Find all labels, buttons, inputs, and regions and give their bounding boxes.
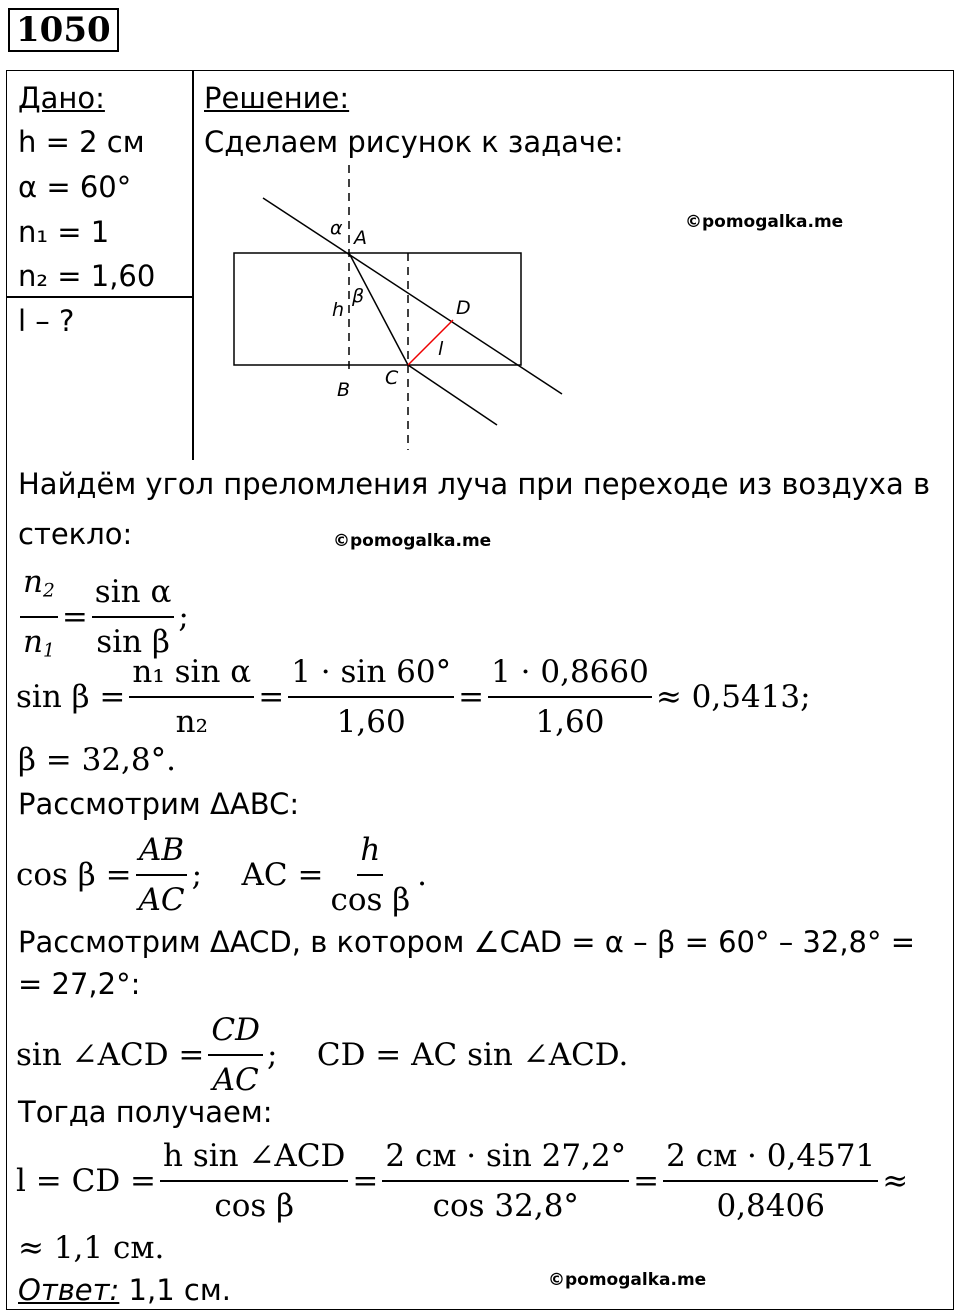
answer bbox=[18, 1272, 231, 1308]
text-then: Тогда получаем: bbox=[18, 1095, 273, 1129]
given-n2: n₂ = 1,60 bbox=[18, 259, 156, 293]
label-beta: β bbox=[352, 285, 365, 307]
find-divider bbox=[6, 296, 193, 298]
text-acd-2: = 27,2°: bbox=[18, 967, 141, 1001]
watermark-3: ©pomogalka.me bbox=[548, 1270, 707, 1290]
exit-ray bbox=[408, 365, 497, 425]
text-refraction-1: Найдём угол преломления луча при переходе из воздуха в bbox=[18, 467, 931, 501]
text-abc: Рассмотрим ΔABC: bbox=[18, 787, 300, 821]
eq-sin-beta: sin β = $\frac{\text{n₁ sin α}}{\text{n₂}}$ = $\frac{1 \cdot \sin 60^\circ}{1,60}$ = $\frac{1 \cdot 0,8660}{1,60}$ ≈ 0,5413; bbox=[16, 648, 811, 746]
given-alpha: α = 60° bbox=[18, 170, 132, 204]
watermark-2: ©pomogalka.me bbox=[333, 531, 492, 551]
given-divider bbox=[192, 70, 194, 460]
text-acd-1: Рассмотрим ΔACD, в котором ∠CAD = α – β = 60° – 32,8° = bbox=[18, 925, 916, 959]
label-l: l bbox=[438, 338, 444, 360]
text-refraction-2: стекло: bbox=[18, 517, 133, 551]
eq-snell: $\frac{n_2}{n_1}$ = $\frac{\text{sin α}}{\text{sin β}}$ ; bbox=[16, 558, 189, 675]
label-h: h bbox=[332, 299, 345, 321]
label-d: D bbox=[456, 297, 471, 319]
given-h: h = 2 см bbox=[18, 125, 145, 159]
label-b: B bbox=[337, 379, 351, 401]
segment-cd bbox=[408, 320, 453, 365]
answer-label: Ответ: bbox=[18, 1273, 120, 1307]
watermark-1: ©pomogalka.me bbox=[685, 212, 844, 232]
eq-cos-beta: cos β = $\frac{AB}{AC}$ ; AC = $\frac{h}{\text{cos β}}$ . bbox=[16, 826, 427, 924]
problem-number: 1050 bbox=[8, 8, 119, 52]
solution-heading: Решение: bbox=[204, 81, 350, 115]
eq-approx: ≈ 1,1 см. bbox=[18, 1230, 165, 1266]
label-a: A bbox=[354, 227, 367, 249]
eq-beta: β = 32,8°. bbox=[18, 742, 176, 778]
refracted-ray bbox=[349, 253, 408, 365]
refraction-figure bbox=[200, 160, 580, 460]
glass-plate bbox=[234, 253, 521, 365]
given-heading: Дано: bbox=[18, 81, 105, 115]
eq-l-result: l = CD = $\frac{\text{h sin ∠ACD}}{\text{cos β}}$ = $\frac{2 см \cdot \sin 27,2^\circ}{\cos 32,8^\circ}$ = $\frac{2 см \cdot 0,4571}{0,8406}$ ≈ bbox=[16, 1132, 908, 1230]
given-n1: n₁ = 1 bbox=[18, 215, 110, 249]
label-c: C bbox=[385, 367, 399, 389]
solution-intro: Сделаем рисунок к задаче: bbox=[204, 125, 624, 159]
answer-value: 1,1 см. bbox=[119, 1273, 231, 1307]
label-alpha: α bbox=[330, 217, 343, 239]
find-l: l – ? bbox=[18, 304, 75, 338]
eq-sin-acd: sin ∠ACD = $\frac{CD}{AC}$ ; CD = AC sin ∠ACD. bbox=[16, 1006, 628, 1104]
